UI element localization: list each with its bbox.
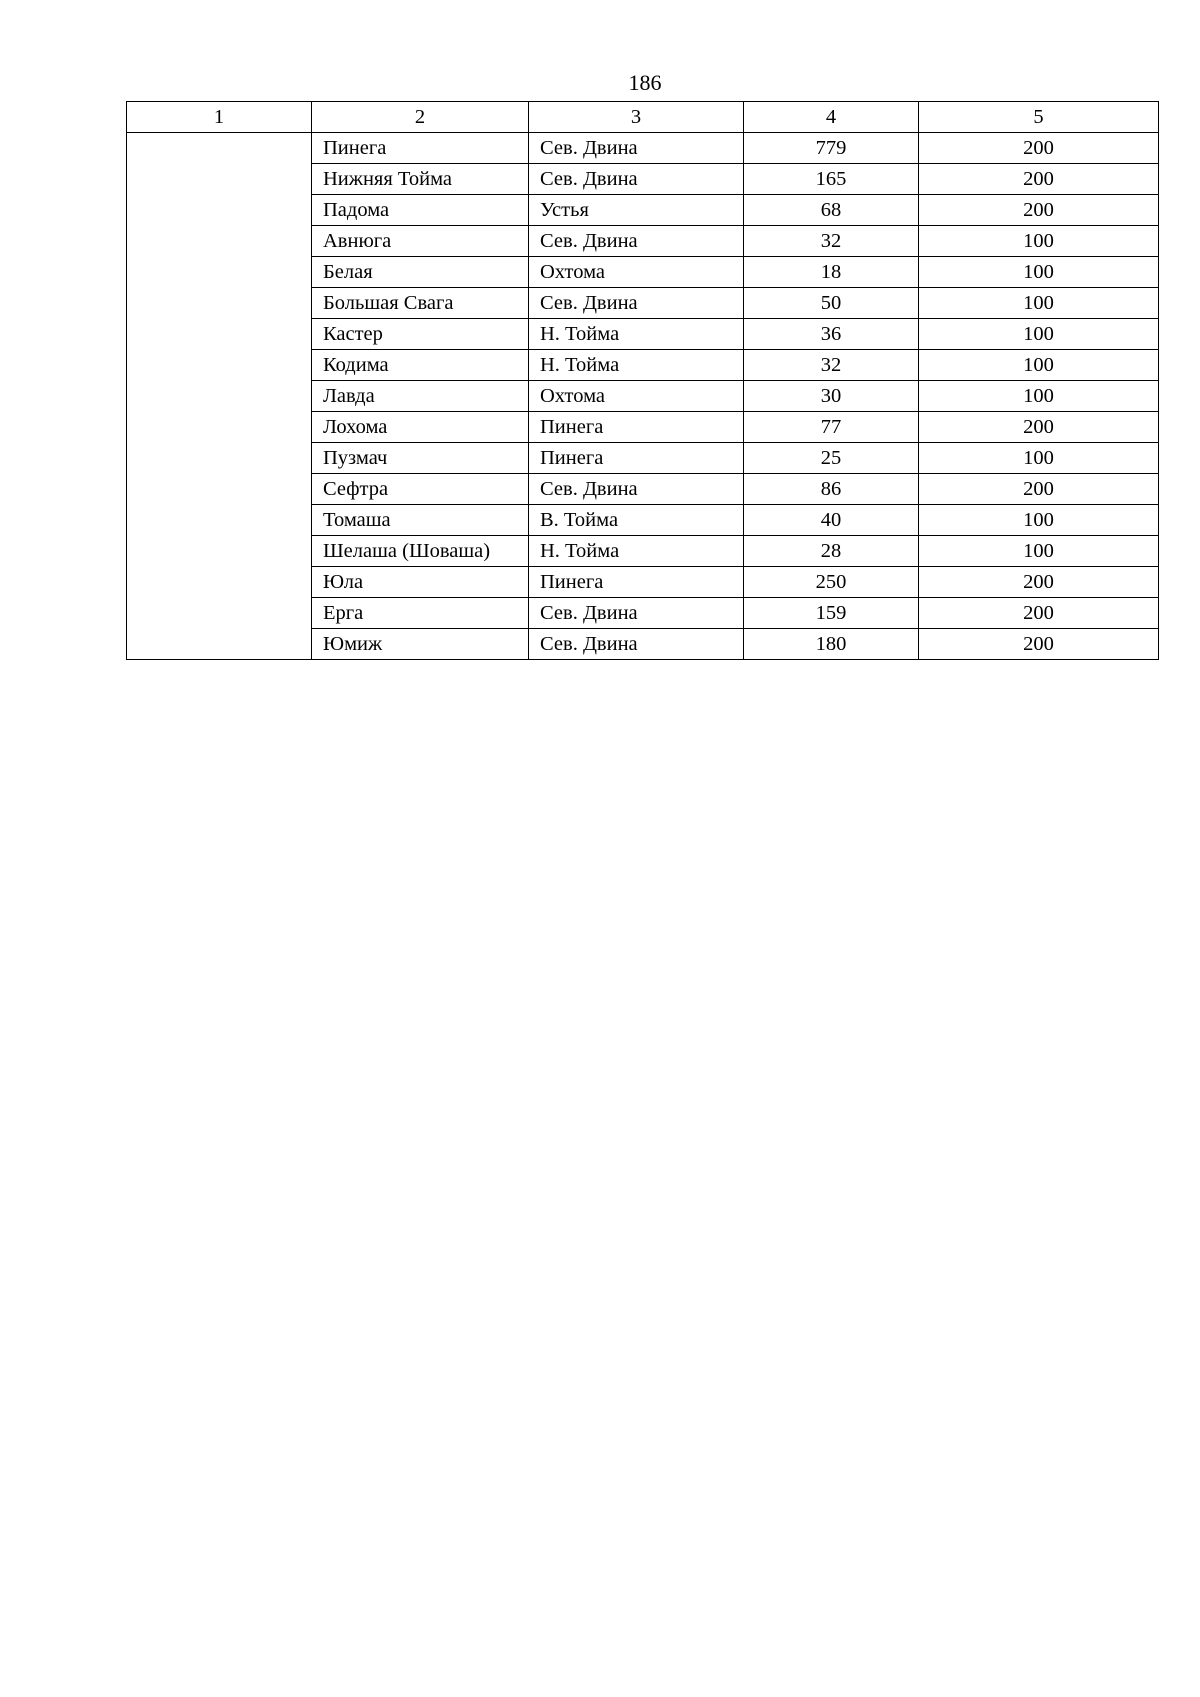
length-cell: 28 xyxy=(744,536,919,567)
value-cell: 200 xyxy=(919,629,1159,660)
tributary-of-cell: Н. Тойма xyxy=(529,319,744,350)
value-cell: 200 xyxy=(919,598,1159,629)
tributary-of-cell: Н. Тойма xyxy=(529,536,744,567)
length-cell: 77 xyxy=(744,412,919,443)
length-cell: 165 xyxy=(744,164,919,195)
river-name-cell: Ерга xyxy=(312,598,529,629)
header-row xyxy=(127,102,1159,133)
value-cell: 100 xyxy=(919,381,1159,412)
page-number: 186 xyxy=(628,70,662,95)
value-cell: 200 xyxy=(919,164,1159,195)
header-cell-1: 1 xyxy=(127,102,312,133)
tributary-of-cell: Сев. Двина xyxy=(529,474,744,505)
tributary-of-cell: Н. Тойма xyxy=(529,350,744,381)
river-name-cell: Кастер xyxy=(312,319,529,350)
data-table xyxy=(126,101,1159,660)
river-name-cell: Томаша xyxy=(312,505,529,536)
value-cell: 100 xyxy=(919,536,1159,567)
header-cell-2: 2 xyxy=(312,102,529,133)
value-cell: 200 xyxy=(919,195,1159,226)
length-cell: 159 xyxy=(744,598,919,629)
length-cell: 50 xyxy=(744,288,919,319)
tributary-of-cell: Сев. Двина xyxy=(529,226,744,257)
value-cell: 100 xyxy=(919,257,1159,288)
table-header xyxy=(127,102,1159,133)
header-cell-4: 4 xyxy=(744,102,919,133)
header-cell-3: 3 xyxy=(529,102,744,133)
value-cell: 100 xyxy=(919,350,1159,381)
river-name-cell: Авнюга xyxy=(312,226,529,257)
length-cell: 779 xyxy=(744,133,919,164)
tributary-of-cell: Охтома xyxy=(529,257,744,288)
tributary-of-cell: Пинега xyxy=(529,412,744,443)
value-cell: 200 xyxy=(919,474,1159,505)
river-name-cell: Большая Свага xyxy=(312,288,529,319)
tributary-of-cell: Пинега xyxy=(529,443,744,474)
river-name-cell: Падома xyxy=(312,195,529,226)
value-cell: 200 xyxy=(919,412,1159,443)
length-cell: 180 xyxy=(744,629,919,660)
length-cell: 68 xyxy=(744,195,919,226)
length-cell: 32 xyxy=(744,350,919,381)
value-cell: 100 xyxy=(919,319,1159,350)
length-cell: 40 xyxy=(744,505,919,536)
length-cell: 18 xyxy=(744,257,919,288)
header-cell-5: 5 xyxy=(919,102,1159,133)
length-cell: 250 xyxy=(744,567,919,598)
tributary-of-cell: В. Тойма xyxy=(529,505,744,536)
river-name-cell: Лавда xyxy=(312,381,529,412)
value-cell: 200 xyxy=(919,133,1159,164)
river-name-cell: Пузмач xyxy=(312,443,529,474)
river-name-cell: Юмиж xyxy=(312,629,529,660)
length-cell: 25 xyxy=(744,443,919,474)
value-cell: 100 xyxy=(919,288,1159,319)
table-body xyxy=(127,133,1159,660)
tributary-of-cell: Сев. Двина xyxy=(529,288,744,319)
tributary-of-cell: Сев. Двина xyxy=(529,629,744,660)
river-name-cell: Лохома xyxy=(312,412,529,443)
group-cell xyxy=(127,133,312,660)
length-cell: 32 xyxy=(744,226,919,257)
table-row xyxy=(127,133,1159,164)
river-name-cell: Нижняя Тойма xyxy=(312,164,529,195)
tributary-of-cell: Устья xyxy=(529,195,744,226)
tributary-of-cell: Сев. Двина xyxy=(529,164,744,195)
value-cell: 200 xyxy=(919,567,1159,598)
length-cell: 86 xyxy=(744,474,919,505)
river-name-cell: Юла xyxy=(312,567,529,598)
river-name-cell: Пинега xyxy=(312,133,529,164)
value-cell: 100 xyxy=(919,505,1159,536)
river-name-cell: Кодима xyxy=(312,350,529,381)
tributary-of-cell: Пинега xyxy=(529,567,744,598)
length-cell: 30 xyxy=(744,381,919,412)
river-name-cell: Сефтра xyxy=(312,474,529,505)
river-name-cell: Шелаша (Шоваша) xyxy=(312,536,529,567)
value-cell: 100 xyxy=(919,226,1159,257)
tributary-of-cell: Охтома xyxy=(529,381,744,412)
tributary-of-cell: Сев. Двина xyxy=(529,598,744,629)
value-cell: 100 xyxy=(919,443,1159,474)
length-cell: 36 xyxy=(744,319,919,350)
river-name-cell: Белая xyxy=(312,257,529,288)
tributary-of-cell: Сев. Двина xyxy=(529,133,744,164)
